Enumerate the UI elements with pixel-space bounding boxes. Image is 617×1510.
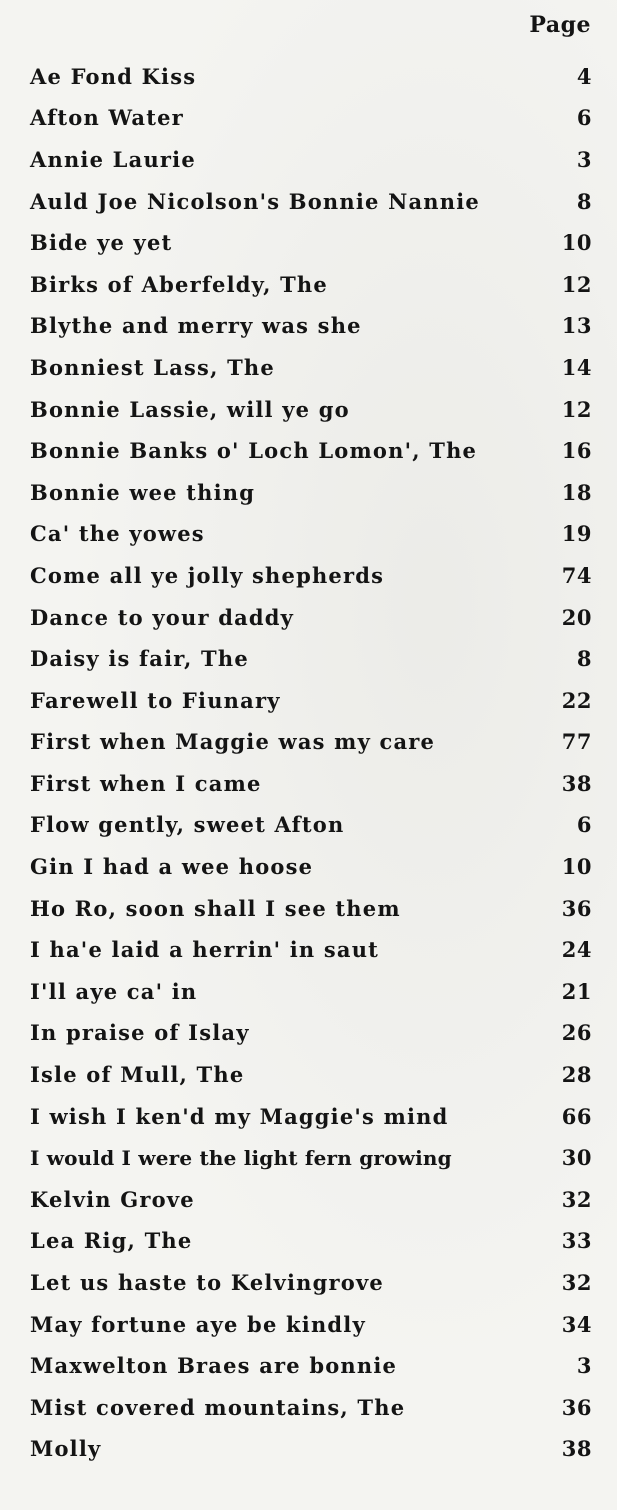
page-number: 74 — [561, 562, 592, 588]
index-entry — [30, 347, 592, 389]
page-number: 66 — [561, 1103, 592, 1129]
page-number: 32 — [561, 1270, 592, 1296]
page-number: 36 — [561, 895, 592, 921]
page-number: 26 — [561, 1020, 592, 1046]
index-entry — [30, 472, 592, 514]
index-entry — [30, 389, 592, 431]
index-entry — [30, 56, 592, 98]
index-entry — [30, 555, 592, 597]
page-number: 4 — [576, 63, 592, 89]
song-title: Flow gently, sweet Afton — [30, 812, 345, 838]
song-title: Daisy is fair, The — [30, 646, 249, 672]
song-title: Bonnie wee thing — [30, 479, 256, 505]
page-number: 21 — [561, 978, 592, 1004]
index-entry — [30, 1429, 592, 1471]
page-number: 28 — [561, 1062, 592, 1088]
song-title: Maxwelton Braes are bonnie — [30, 1353, 398, 1379]
song-title: I'll aye ca' in — [30, 978, 198, 1004]
page-number: 24 — [561, 937, 592, 963]
song-title: Ae Fond Kiss — [30, 63, 197, 89]
index-entry — [30, 264, 592, 306]
index-entry — [30, 1221, 592, 1263]
page-number: 36 — [561, 1394, 592, 1420]
index-entry — [30, 1013, 592, 1055]
song-title: Farewell to Fiunary — [30, 687, 281, 713]
song-index-list — [30, 56, 592, 1470]
song-title: Bonnie Banks o' Loch Lomon', The — [30, 438, 478, 464]
index-entry — [30, 1137, 592, 1179]
index-entry — [30, 430, 592, 472]
song-title: May fortune aye be kindly — [30, 1311, 366, 1337]
song-title: Let us haste to Kelvingrove — [30, 1270, 384, 1296]
index-entry — [30, 514, 592, 556]
song-title: Isle of Mull, The — [30, 1062, 245, 1088]
page-number: 8 — [576, 646, 592, 672]
song-title: Lea Rig, The — [30, 1228, 193, 1254]
song-title: Molly — [30, 1436, 102, 1462]
page-number: 13 — [561, 313, 592, 339]
page-number: 6 — [576, 812, 592, 838]
page-number: 32 — [561, 1186, 592, 1212]
page-number: 3 — [576, 1353, 592, 1379]
index-entry — [30, 1387, 592, 1429]
index-entry — [30, 638, 592, 680]
index-entry — [30, 722, 592, 764]
page-number: 20 — [561, 604, 592, 630]
song-title: First when Maggie was my care — [30, 729, 436, 755]
song-title: Blythe and merry was she — [30, 313, 362, 339]
song-title: Gin I had a wee hoose — [30, 854, 314, 880]
page-number: 10 — [561, 230, 592, 256]
song-title: Auld Joe Nicolson's Bonnie Nannie — [30, 188, 480, 214]
page-number: 19 — [561, 521, 592, 547]
page-number: 14 — [561, 354, 592, 380]
index-entry — [30, 181, 592, 223]
index-entry — [30, 597, 592, 639]
page-number: 18 — [561, 479, 592, 505]
song-title: Dance to your daddy — [30, 604, 295, 630]
index-entry — [30, 306, 592, 348]
song-title: Kelvin Grove — [30, 1186, 195, 1212]
page-number: 8 — [576, 188, 592, 214]
song-title: Birks of Aberfeldy, The — [30, 271, 328, 297]
page-number: 10 — [561, 854, 592, 880]
song-title: Bonnie Lassie, will ye go — [30, 396, 350, 422]
index-entry — [30, 805, 592, 847]
page-number: 33 — [561, 1228, 592, 1254]
index-entry — [30, 888, 592, 930]
index-entry — [30, 222, 592, 264]
song-title: Ho Ro, soon shall I see them — [30, 895, 401, 921]
song-title: Afton Water — [30, 105, 184, 131]
index-entry — [30, 1345, 592, 1387]
index-entry — [30, 680, 592, 722]
page-number: 30 — [561, 1145, 592, 1171]
index-entry — [30, 1262, 592, 1304]
index-entry — [30, 846, 592, 888]
song-title: I ha'e laid a herrin' in saut — [30, 937, 380, 963]
page-number: 16 — [561, 438, 592, 464]
page-number: 3 — [576, 146, 592, 172]
song-title: First when I came — [30, 770, 262, 796]
page-number: 6 — [576, 105, 592, 131]
index-entry — [30, 1304, 592, 1346]
page-number: 38 — [561, 1436, 592, 1462]
index-entry — [30, 98, 592, 140]
song-title: I wish I ken'd my Maggie's mind — [30, 1103, 449, 1129]
page-number: 12 — [561, 271, 592, 297]
song-title: Come all ye jolly shepherds — [30, 562, 385, 588]
song-title: I would I were the light fern growing — [30, 1146, 452, 1171]
page-number: 12 — [561, 396, 592, 422]
song-title: Ca' the yowes — [30, 521, 205, 547]
index-entry — [30, 1096, 592, 1138]
page-number: 77 — [561, 729, 592, 755]
song-title: Annie Laurie — [30, 146, 196, 172]
index-entry — [30, 1054, 592, 1096]
page-number: 34 — [561, 1311, 592, 1337]
song-title: Bonniest Lass, The — [30, 354, 275, 380]
index-entry — [30, 929, 592, 971]
song-title: In praise of Islay — [30, 1020, 250, 1046]
index-entry — [30, 971, 592, 1013]
page-column-header: Page — [529, 12, 591, 38]
song-title: Mist covered mountains, The — [30, 1394, 406, 1420]
index-entry — [30, 1179, 592, 1221]
index-entry — [30, 139, 592, 181]
page-number: 22 — [561, 687, 592, 713]
song-title: Bide ye yet — [30, 230, 173, 256]
index-entry — [30, 763, 592, 805]
page-number: 38 — [561, 770, 592, 796]
